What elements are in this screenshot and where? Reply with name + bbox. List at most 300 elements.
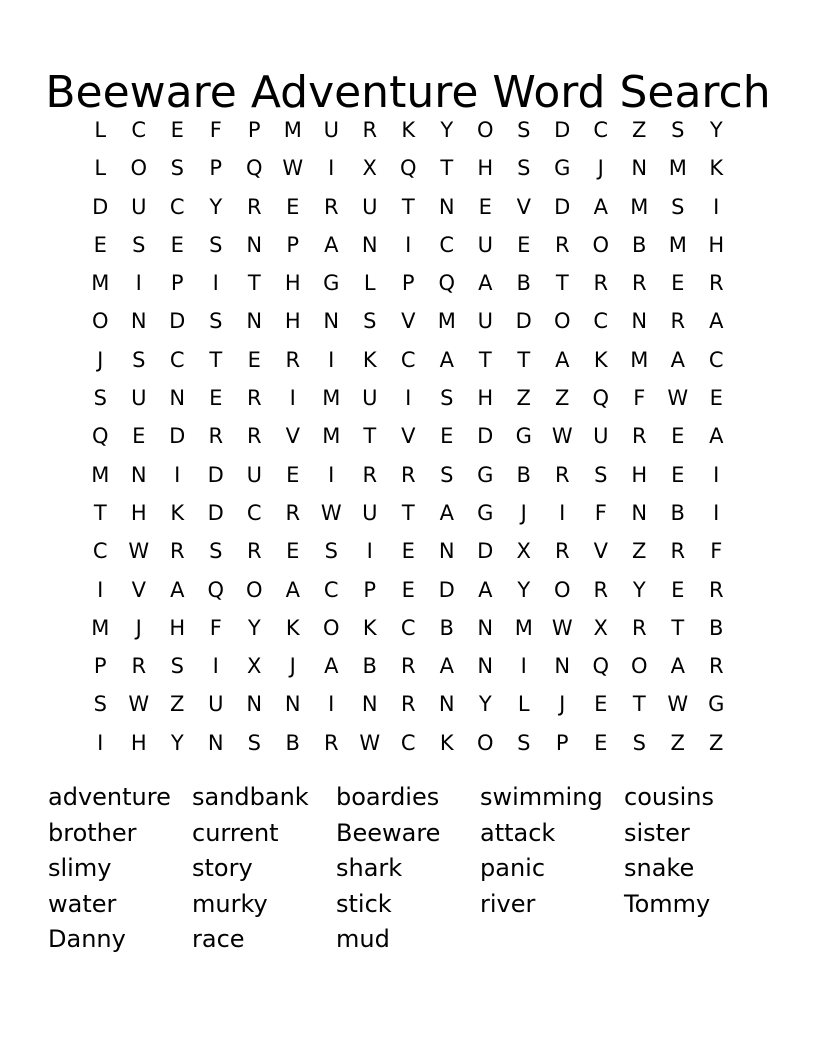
grid-letter: R xyxy=(131,654,147,679)
grid-letter: I xyxy=(713,500,720,525)
grid-letter: P xyxy=(247,118,261,142)
grid-letter: W xyxy=(551,615,573,640)
grid-letter: N xyxy=(438,692,455,717)
grid-letter: A xyxy=(478,577,493,602)
grid-letter: E xyxy=(671,271,685,296)
word-list-item: Danny xyxy=(48,925,126,953)
grid-letter: A xyxy=(439,347,454,372)
grid-letter: O xyxy=(245,577,263,602)
grid-letter: R xyxy=(708,654,724,679)
grid-letter: S xyxy=(440,386,454,411)
grid-letter: P xyxy=(209,156,223,181)
grid-letter: K xyxy=(709,156,724,181)
grid-letter: V xyxy=(593,539,608,564)
grid-letter: U xyxy=(323,118,339,142)
grid-letter: S xyxy=(363,309,377,334)
grid-letter: F xyxy=(209,118,222,142)
grid-letter: E xyxy=(286,194,300,219)
grid-letter: S xyxy=(440,462,454,487)
grid-letter: E xyxy=(132,424,146,449)
grid-letter: T xyxy=(478,347,492,372)
grid-letter: D xyxy=(438,577,455,602)
word-list-item: story xyxy=(192,854,253,882)
grid-letter: R xyxy=(246,194,262,219)
word-list-item: shark xyxy=(336,854,403,882)
grid-letter: G xyxy=(554,156,571,181)
grid-letter: O xyxy=(130,156,148,181)
grid-letter: R xyxy=(631,271,647,296)
grid-letter: R xyxy=(593,271,609,296)
grid-letter: N xyxy=(438,194,455,219)
letter-grid xyxy=(81,113,737,764)
grid-row xyxy=(81,458,737,496)
grid-letter: R xyxy=(323,194,339,219)
grid-letter: T xyxy=(363,424,377,449)
grid-letter: U xyxy=(362,194,378,219)
grid-letter: E xyxy=(247,347,261,372)
grid-letter: J xyxy=(97,347,104,372)
grid-letter: G xyxy=(708,692,725,717)
grid-letter: K xyxy=(593,347,608,372)
grid-letter: B xyxy=(362,654,377,679)
grid-letter: O xyxy=(592,232,610,257)
grid-letter: Y xyxy=(440,118,454,142)
grid-letter: A xyxy=(439,654,454,679)
grid-letter: W xyxy=(128,692,150,717)
word-list-item: current xyxy=(192,818,279,847)
grid-letter: H xyxy=(284,309,301,334)
grid-letter: R xyxy=(169,539,185,564)
grid-letter: D xyxy=(207,462,224,487)
word-list-item: race xyxy=(192,925,245,953)
grid-letter: C xyxy=(400,730,416,755)
grid-row xyxy=(81,726,737,764)
grid-row xyxy=(81,419,737,457)
grid-letter: S xyxy=(517,156,531,181)
grid-letter: C xyxy=(593,309,609,334)
grid-letter: R xyxy=(631,424,647,449)
grid-letter: F xyxy=(633,386,646,411)
grid-letter: N xyxy=(631,500,648,525)
page-title: Beeware Adventure Word Search xyxy=(45,67,771,119)
grid-letter: D xyxy=(554,194,571,219)
grid-row xyxy=(81,228,737,266)
word-list-item: panic xyxy=(480,854,546,882)
word-list xyxy=(48,780,768,958)
grid-letter: K xyxy=(362,347,377,372)
grid-letter: K xyxy=(170,500,185,525)
grid-letter: E xyxy=(594,730,608,755)
grid-row xyxy=(81,151,737,189)
grid-letter: Z xyxy=(670,730,685,755)
grid-letter: J xyxy=(520,500,527,525)
grid-letter: D xyxy=(477,539,494,564)
grid-letter: G xyxy=(323,271,340,296)
grid-letter: Z xyxy=(170,692,185,717)
grid-letter: A xyxy=(478,271,493,296)
grid-letter: B xyxy=(516,462,531,487)
grid-letter: N xyxy=(246,692,263,717)
grid-letter: T xyxy=(93,500,107,525)
grid-row xyxy=(81,649,737,687)
grid-letter: Z xyxy=(632,118,647,142)
grid-letter: H xyxy=(284,271,301,296)
grid-letter: B xyxy=(439,615,454,640)
grid-letter: N xyxy=(169,386,186,411)
grid-letter: H xyxy=(130,500,147,525)
grid-letter: T xyxy=(555,271,569,296)
grid-letter: K xyxy=(362,615,377,640)
grid-letter: P xyxy=(555,730,569,755)
word-list-item: Beeware xyxy=(336,818,441,847)
grid-letter: M xyxy=(630,194,649,219)
grid-letter: Z xyxy=(555,386,570,411)
grid-letter: D xyxy=(207,500,224,525)
grid-letter: R xyxy=(323,730,339,755)
grid-letter: U xyxy=(131,194,147,219)
word-list-item: slimy xyxy=(48,854,112,882)
grid-row xyxy=(81,190,737,228)
grid-letter: I xyxy=(328,462,335,487)
grid-letter: R xyxy=(362,462,378,487)
word-list-item: attack xyxy=(480,818,556,847)
grid-letter: J xyxy=(289,654,296,679)
grid-letter: U xyxy=(477,309,493,334)
grid-letter: M xyxy=(514,615,533,640)
grid-letter: E xyxy=(401,539,415,564)
grid-letter: D xyxy=(554,118,571,142)
grid-letter: Q xyxy=(592,386,610,411)
grid-row xyxy=(81,573,737,611)
grid-letter: T xyxy=(401,194,415,219)
grid-letter: H xyxy=(477,386,494,411)
grid-letter: S xyxy=(132,347,146,372)
grid-letter: S xyxy=(671,118,685,142)
grid-letter: R xyxy=(400,654,416,679)
grid-letter: N xyxy=(554,654,571,679)
grid-letter: C xyxy=(169,347,185,372)
grid-row xyxy=(81,381,737,419)
grid-letter: I xyxy=(97,577,104,602)
word-list-item: sister xyxy=(624,818,690,847)
word-list-item: river xyxy=(480,889,536,918)
grid-letter: E xyxy=(170,232,184,257)
grid-letter: L xyxy=(94,118,107,142)
word-list-item: Tommy xyxy=(624,889,711,918)
grid-letter: E xyxy=(671,577,685,602)
grid-letter: R xyxy=(554,232,570,257)
grid-letter: S xyxy=(93,386,107,411)
grid-letter: M xyxy=(668,156,687,181)
grid-letter: R xyxy=(246,424,262,449)
grid-letter: C xyxy=(92,539,108,564)
grid-letter: E xyxy=(671,462,685,487)
grid-letter: D xyxy=(515,309,532,334)
grid-letter: I xyxy=(405,386,412,411)
grid-letter: S xyxy=(594,462,608,487)
grid-letter: Y xyxy=(709,118,723,142)
word-list-item: water xyxy=(48,889,117,918)
grid-letter: O xyxy=(476,118,494,142)
grid-letter: K xyxy=(439,730,454,755)
grid-letter: V xyxy=(131,577,146,602)
grid-letter: N xyxy=(361,232,378,257)
grid-letter: D xyxy=(477,424,494,449)
grid-letter: Q xyxy=(91,424,109,449)
grid-letter: S xyxy=(209,232,223,257)
grid-letter: S xyxy=(132,232,146,257)
grid-letter: D xyxy=(169,424,186,449)
grid-letter: M xyxy=(91,462,110,487)
word-list-item: sandbank xyxy=(192,783,309,811)
grid-letter: N xyxy=(361,692,378,717)
grid-letter: A xyxy=(670,347,685,372)
grid-letter: W xyxy=(551,424,573,449)
grid-letter: B xyxy=(632,232,647,257)
grid-letter: W xyxy=(282,156,304,181)
grid-letter: C xyxy=(400,615,416,640)
grid-letter: Q xyxy=(399,156,417,181)
grid-letter: S xyxy=(247,730,261,755)
grid-letter: A xyxy=(709,424,724,449)
grid-letter: X xyxy=(362,156,377,181)
grid-letter: Y xyxy=(517,577,531,602)
grid-letter: C xyxy=(708,347,724,372)
grid-letter: R xyxy=(631,615,647,640)
grid-letter: F xyxy=(594,500,607,525)
grid-letter: O xyxy=(553,309,571,334)
grid-letter: A xyxy=(555,347,570,372)
grid-letter: O xyxy=(553,577,571,602)
grid-letter: F xyxy=(710,539,723,564)
grid-letter: R xyxy=(554,462,570,487)
grid-letter: R xyxy=(670,309,686,334)
grid-letter: A xyxy=(439,500,454,525)
grid-letter: R xyxy=(246,539,262,564)
grid-letter: X xyxy=(247,654,262,679)
word-list-item: snake xyxy=(624,854,695,882)
grid-letter: V xyxy=(285,424,300,449)
word-list-item: murky xyxy=(192,889,268,918)
grid-letter: G xyxy=(477,500,494,525)
word-list-item: boardies xyxy=(336,783,440,811)
grid-letter: R xyxy=(285,347,301,372)
grid-row xyxy=(81,113,737,151)
grid-letter: E xyxy=(286,462,300,487)
grid-letter: C xyxy=(131,118,147,142)
grid-letter: J xyxy=(597,156,604,181)
grid-letter: M xyxy=(437,309,456,334)
grid-letter: I xyxy=(520,654,527,679)
grid-row xyxy=(81,534,737,572)
grid-letter: S xyxy=(671,194,685,219)
grid-letter: Z xyxy=(516,386,531,411)
grid-row xyxy=(81,611,737,649)
grid-letter: T xyxy=(440,156,454,181)
grid-letter: N xyxy=(631,156,648,181)
grid-letter: N xyxy=(207,730,224,755)
grid-letter: U xyxy=(246,462,262,487)
grid-letter: S xyxy=(517,118,531,142)
grid-letter: I xyxy=(328,347,335,372)
grid-letter: R xyxy=(362,118,378,142)
grid-letter: O xyxy=(91,309,109,334)
grid-letter: I xyxy=(559,500,566,525)
grid-letter: C xyxy=(323,577,339,602)
grid-letter: E xyxy=(170,118,184,142)
grid-letter: N xyxy=(477,654,494,679)
word-list-item: swimming xyxy=(480,783,603,811)
grid-letter: E xyxy=(440,424,454,449)
grid-letter: Y xyxy=(209,194,223,219)
grid-letter: U xyxy=(131,386,147,411)
grid-letter: K xyxy=(285,615,300,640)
grid-letter: P xyxy=(363,577,377,602)
grid-letter: U xyxy=(208,692,224,717)
grid-letter: K xyxy=(401,118,416,142)
grid-letter: T xyxy=(247,271,261,296)
grid-letter: S xyxy=(209,539,223,564)
grid-letter: N xyxy=(246,309,263,334)
grid-letter: R xyxy=(400,462,416,487)
grid-letter: T xyxy=(209,347,223,372)
grid-row xyxy=(81,496,737,534)
grid-letter: L xyxy=(517,692,530,717)
grid-letter: G xyxy=(515,424,532,449)
grid-letter: P xyxy=(401,271,415,296)
grid-letter: D xyxy=(169,309,186,334)
grid-letter: M xyxy=(668,232,687,257)
grid-letter: R xyxy=(554,539,570,564)
grid-letter: N xyxy=(284,692,301,717)
grid-letter: Q xyxy=(207,577,225,602)
grid-letter: T xyxy=(401,500,415,525)
grid-letter: M xyxy=(322,424,341,449)
grid-letter: S xyxy=(170,156,184,181)
grid-letter: B xyxy=(285,730,300,755)
grid-letter: C xyxy=(439,232,455,257)
grid-letter: A xyxy=(170,577,185,602)
grid-letter: N xyxy=(130,309,147,334)
grid-letter: R xyxy=(593,577,609,602)
grid-letter: X xyxy=(593,615,608,640)
grid-row xyxy=(81,687,737,725)
grid-letter: W xyxy=(667,386,689,411)
grid-letter: R xyxy=(670,539,686,564)
grid-letter: N xyxy=(477,615,494,640)
grid-letter: R xyxy=(208,424,224,449)
grid-letter: U xyxy=(362,386,378,411)
grid-letter: M xyxy=(630,347,649,372)
grid-letter: Y xyxy=(478,692,492,717)
grid-letter: E xyxy=(401,577,415,602)
grid-letter: O xyxy=(322,615,340,640)
grid-letter: B xyxy=(516,271,531,296)
grid-letter: E xyxy=(517,232,531,257)
grid-letter: W xyxy=(359,730,381,755)
grid-letter: Y xyxy=(170,730,184,755)
grid-letter: R xyxy=(708,577,724,602)
grid-letter: R xyxy=(246,386,262,411)
grid-letter: W xyxy=(320,500,342,525)
grid-letter: Y xyxy=(632,577,646,602)
grid-letter: I xyxy=(713,462,720,487)
grid-row xyxy=(81,304,737,342)
grid-letter: G xyxy=(477,462,494,487)
grid-letter: S xyxy=(170,654,184,679)
grid-letter: M xyxy=(283,118,302,142)
grid-letter: C xyxy=(593,118,609,142)
grid-letter: E xyxy=(709,386,723,411)
grid-letter: H xyxy=(130,730,147,755)
grid-letter: I xyxy=(405,232,412,257)
grid-letter: Q xyxy=(245,156,263,181)
grid-letter: Z xyxy=(709,730,724,755)
grid-letter: I xyxy=(212,654,219,679)
grid-letter: U xyxy=(477,232,493,257)
grid-letter: M xyxy=(91,271,110,296)
grid-letter: C xyxy=(246,500,262,525)
grid-letter: N xyxy=(130,462,147,487)
grid-letter: I xyxy=(328,156,335,181)
grid-letter: R xyxy=(400,692,416,717)
grid-letter: H xyxy=(169,615,186,640)
grid-letter: Q xyxy=(592,654,610,679)
grid-letter: Q xyxy=(438,271,456,296)
grid-letter: P xyxy=(286,232,300,257)
grid-letter: A xyxy=(593,194,608,219)
grid-letter: N xyxy=(246,232,263,257)
grid-letter: Y xyxy=(247,615,261,640)
grid-letter: V xyxy=(401,309,416,334)
grid-letter: N xyxy=(323,309,340,334)
grid-letter: I xyxy=(135,271,142,296)
grid-row xyxy=(81,266,737,304)
grid-letter: J xyxy=(135,615,142,640)
grid-letter: J xyxy=(559,692,566,717)
grid-letter: M xyxy=(322,386,341,411)
grid-letter: I xyxy=(174,462,181,487)
grid-letter: A xyxy=(324,654,339,679)
word-list-item: adventure xyxy=(48,783,171,811)
grid-letter: I xyxy=(289,386,296,411)
grid-letter: V xyxy=(401,424,416,449)
grid-letter: T xyxy=(632,692,646,717)
grid-letter: A xyxy=(324,232,339,257)
grid-letter: C xyxy=(169,194,185,219)
grid-letter: E xyxy=(671,424,685,449)
grid-letter: F xyxy=(209,615,222,640)
grid-letter: W xyxy=(128,539,150,564)
grid-letter: E xyxy=(478,194,492,219)
grid-letter: O xyxy=(476,730,494,755)
grid-letter: W xyxy=(667,692,689,717)
grid-letter: S xyxy=(632,730,646,755)
word-list-item: brother xyxy=(48,818,137,847)
grid-letter: E xyxy=(209,386,223,411)
grid-letter: A xyxy=(285,577,300,602)
grid-letter: N xyxy=(631,309,648,334)
grid-letter: Z xyxy=(632,539,647,564)
grid-letter: T xyxy=(517,347,531,372)
grid-letter: M xyxy=(91,615,110,640)
word-list-item: stick xyxy=(336,889,392,918)
grid-letter: I xyxy=(713,194,720,219)
grid-letter: E xyxy=(286,539,300,564)
grid-letter: A xyxy=(709,309,724,334)
grid-letter: B xyxy=(709,615,724,640)
word-list-item: mud xyxy=(336,925,390,953)
